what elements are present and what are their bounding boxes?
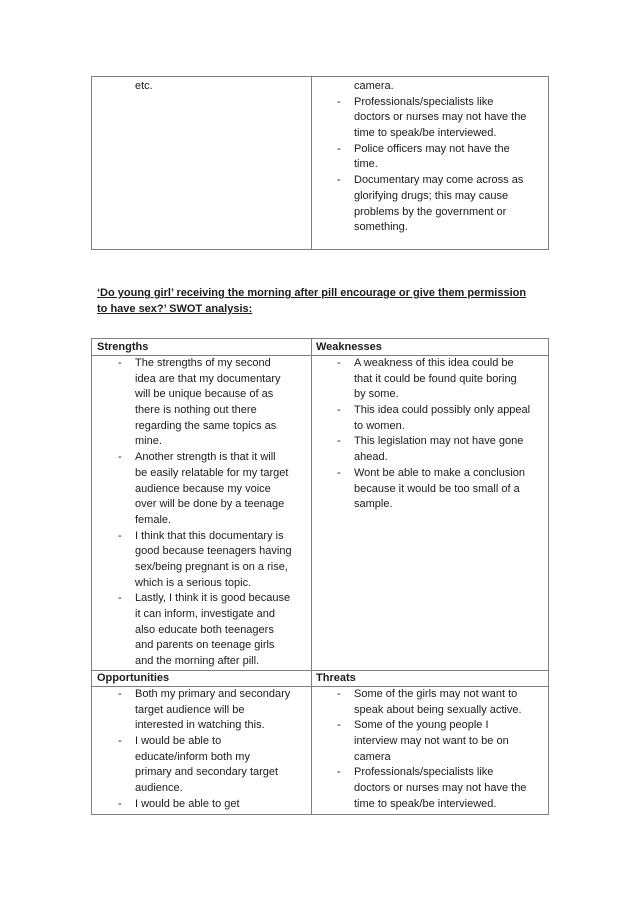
strength-text: I think that this documentary is good because teenagers having sex/being pregnant is on a rise, which is a serious topic. [135,529,292,589]
strength-item [118,591,292,669]
bullet-dash: - [118,592,122,605]
opportunity-text: I would be able to get [135,797,240,810]
opportunity-item [118,797,290,813]
continued-text: camera. [354,80,394,92]
bullet-dash: - [337,404,341,417]
list-item-text: Documentary may come across as glorifying drugs; this may cause problems by the government or something. [354,174,524,234]
opportunity-item [118,687,291,734]
bullet-dash: - [118,735,122,748]
bullet-dash: - [337,719,341,732]
strengths-header: Strengths [97,341,149,353]
bullet-dash: - [118,451,122,464]
bullet-dash: - [337,142,341,155]
bullet-dash: - [337,174,341,187]
strengths-cell [118,356,292,670]
weakness-item [337,403,531,434]
strength-text: Lastly, I think it is good because it can inform, investigate and also educate both teenagers and parents on teenage girls and the morning after pill. [135,592,291,668]
bullet-dash: - [118,357,122,369]
threat-item [337,687,526,718]
list-item [337,173,526,236]
column-divider [311,77,312,249]
weakness-text: This idea could possibly only appeal to women. [354,404,531,432]
bullet-dash: - [337,688,341,700]
list-item-text: Police officers may not have the time. [354,142,510,171]
swot-table [91,338,549,815]
threat-item [337,718,526,765]
list-item [337,142,526,173]
continuation-left-text: etc. [135,80,153,92]
threats-header: Threats [316,672,356,684]
bullet-dash: - [337,466,341,479]
bullet-dash: - [337,95,341,108]
weakness-text: Wont be able to make a conclusion because it would be too small of a sample. [354,466,526,511]
bullet-dash: - [337,435,341,448]
opportunities-header: Opportunities [97,672,170,684]
bullet-dash: - [118,688,122,700]
section-heading: ‘Do young girl’ receiving the morning after pill encourage or give them permission to have sex?’ SWOT analysis: [97,287,527,315]
weakness-text: This legislation may not have gone ahead. [354,435,524,464]
weaknesses-cell [337,356,531,513]
continuation-table [91,76,549,250]
strength-text: The strengths of my second idea are that my documentary will be unique because of as there is nothing out there regarding the same topics as mine. [135,357,281,448]
weakness-item [337,434,530,465]
opportunity-item [118,734,290,797]
weakness-item [337,356,530,403]
strength-item [118,450,292,528]
continuation-right-cell [337,79,527,236]
bullet-dash: - [118,797,122,810]
list-item [337,95,527,142]
bullet-dash: - [118,529,122,542]
opportunity-text: Both my primary and secondary target audience will be interested in watching this. [135,688,291,732]
bullet-dash: - [337,357,341,369]
bullet-dash: - [337,766,341,779]
threat-item [337,765,527,812]
list-item-text: Professionals/specialists like doctors or nurses may not have the time to speak/be interviewed. [354,95,527,140]
threats-cell [337,687,527,813]
opportunity-text: I would be able to educate/inform both my primary and secondary target audience. [135,735,279,795]
strength-item [118,529,292,592]
weakness-item [337,466,530,513]
continuation-left-cell [135,79,153,95]
weaknesses-header: Weaknesses [316,341,382,353]
strength-text: Another strength is that it will be easily relatable for my target audience because my voice over will be done by a teenage female. [135,451,289,526]
threat-text: Some of the young people I interview may not want to be on camera [354,719,509,763]
weakness-text: A weakness of this idea could be that it could be found quite boring by some. [354,357,517,401]
opportunities-cell [118,687,291,813]
threat-text: Professionals/specialists like doctors or nurses may not have the time to speak/be interviewed. [354,766,527,810]
column-divider [311,339,312,814]
strength-item [118,356,292,450]
threat-text: Some of the girls may not want to speak about being sexually active. [354,688,522,716]
